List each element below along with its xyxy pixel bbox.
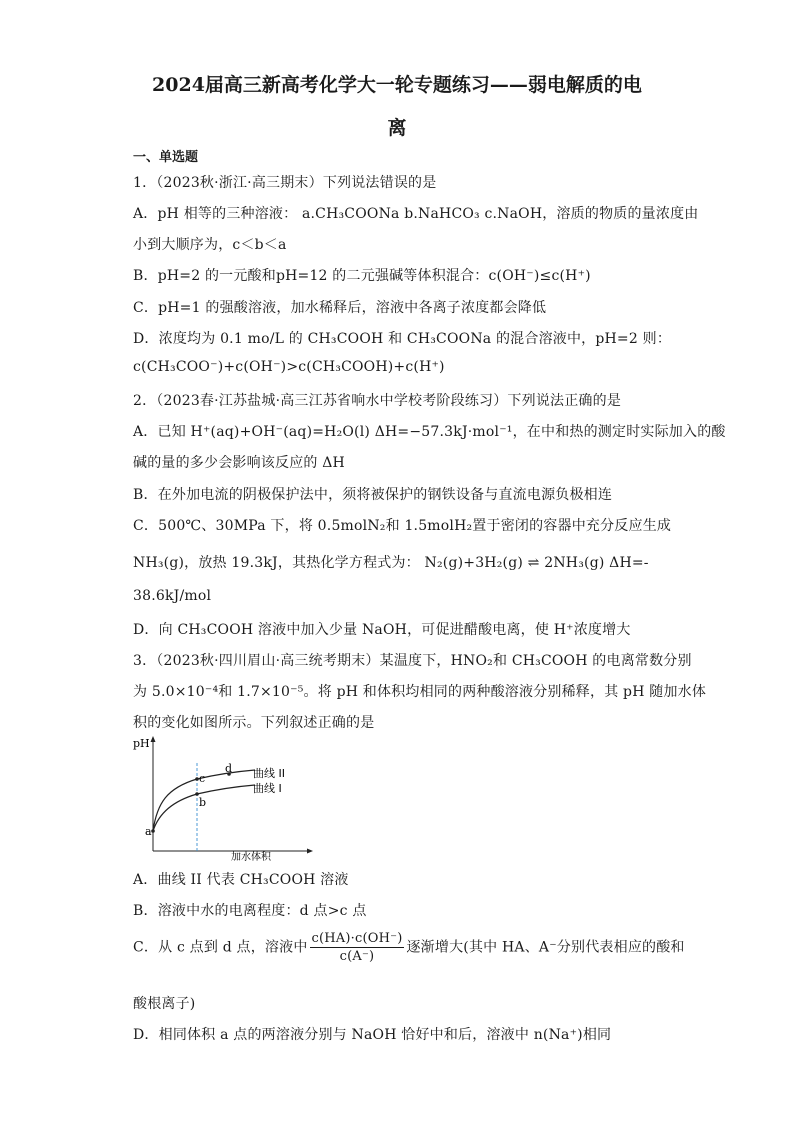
curve-i-label: 曲线 I bbox=[253, 782, 282, 795]
document-title-line1: 2024届高三新高考化学大一轮专题练习——弱电解质的电 bbox=[152, 74, 642, 96]
point-a bbox=[151, 829, 155, 833]
question-2-option-a-line2: 碱的量的多少会影响该反应的 ΔH bbox=[133, 455, 345, 471]
x-axis-arrow bbox=[307, 849, 313, 854]
question-2-option-c-line3: 38.6kJ/mol bbox=[133, 588, 212, 604]
question-3-stem-line3: 积的变化如图所示。下列叙述正确的是 bbox=[133, 715, 375, 731]
question-2-option-c-line2: NH₃(g)，放热 19.3kJ，其热化学方程式为： N₂(g)+3H₂(g) ⇌ 2NH₃(g) ΔH=- bbox=[133, 555, 649, 571]
question-3-option-c-suffix: 逐渐增大(其中 HA、A⁻分别代表相应的酸和 bbox=[406, 939, 685, 956]
point-d-label: d bbox=[225, 762, 233, 775]
y-axis-arrow bbox=[151, 736, 156, 742]
concentration-fraction bbox=[310, 931, 405, 964]
question-3-stem-line1: 3．（2023秋·四川眉山·高三统考期末）某温度下，HNO₂和 CH₃COOH 的电离常数分别 bbox=[133, 653, 692, 669]
question-1-option-b: B．pH=2 的一元酸和pH=12 的二元强碱等体积混合：c(OH⁻)≤c(H⁺) bbox=[133, 268, 591, 284]
section-heading: 一、单选题 bbox=[133, 150, 199, 165]
point-b-label: b bbox=[199, 796, 207, 809]
curve-ii-label: 曲线 II bbox=[253, 767, 285, 780]
question-1-option-d-line1: D．浓度均为 0.1 mo/L 的 CH₃COOH 和 CH₃COONa 的混合溶液中，pH=2 则： bbox=[133, 331, 672, 347]
question-2-stem: 2．（2023春·江苏盐城·高三江苏省响水中学校考阶段练习）下列说法正确的是 bbox=[133, 393, 622, 409]
question-3-option-c-line1 bbox=[133, 931, 685, 964]
point-a-label: a bbox=[145, 825, 152, 838]
question-1-option-d-line2: c(CH₃COO⁻)+c(OH⁻)>c(CH₃COOH)+c(H⁺) bbox=[133, 359, 445, 375]
question-1-option-a-line1: A．pH 相等的三种溶液： a.CH₃COONa b.NaHCO₃ c.NaOH，溶质的物质的量浓度由 bbox=[133, 206, 699, 222]
question-3-option-c-line2: 酸根离子) bbox=[133, 996, 196, 1012]
question-2-option-c-line1: C．500℃、30MPa 下，将 0.5molN₂和 1.5molH₂置于密闭的容器中充分反应生成 bbox=[133, 518, 672, 534]
ph-dilution-graph bbox=[133, 733, 323, 863]
question-1-option-c: C．pH=1 的强酸溶液，加水稀释后，溶液中各离子浓度都会降低 bbox=[133, 300, 547, 316]
question-3-stem-line2: 为 5.0×10⁻⁴和 1.7×10⁻⁵。将 pH 和体积均相同的两种酸溶液分别稀释，其 pH 随加水体 bbox=[133, 684, 707, 700]
question-2-option-a-line1: A．已知 H⁺(aq)+OH⁻(aq)=H₂O(l) ΔH=−57.3kJ·mol⁻¹，在中和热的测定时实际加入的酸 bbox=[133, 424, 726, 440]
question-3-option-c-prefix: C．从 c 点到 d 点，溶液中 bbox=[133, 939, 308, 956]
question-2-option-d: D．向 CH₃COOH 溶液中加入少量 NaOH，可促进醋酸电离，使 H⁺浓度增大 bbox=[133, 622, 631, 638]
point-c-label: c bbox=[199, 772, 206, 785]
question-3-option-d: D．相同体积 a 点的两溶液分别与 NaOH 恰好中和后，溶液中 n(Na⁺)相同 bbox=[133, 1027, 612, 1043]
x-axis-label: 加水体积 bbox=[231, 852, 271, 863]
fraction-numerator: c(HA)·c(OH⁻) bbox=[311, 931, 403, 946]
question-2-option-b: B．在外加电流的阴极保护法中，须将被保护的钢铁设备与直流电源负极相连 bbox=[133, 487, 613, 503]
question-1-stem: 1．（2023秋·浙江·高三期末）下列说法错误的是 bbox=[133, 175, 437, 191]
document-title-line2: 离 bbox=[387, 117, 407, 139]
question-3-option-a: A．曲线 II 代表 CH₃COOH 溶液 bbox=[133, 872, 349, 888]
fraction-denominator: c(A⁻) bbox=[339, 949, 375, 964]
y-axis-label: pH bbox=[133, 737, 150, 750]
question-3-option-b: B．溶液中水的电离程度：d 点>c 点 bbox=[133, 903, 367, 919]
question-1-option-a-line2: 小到大顺序为，c＜b＜a bbox=[133, 237, 287, 253]
